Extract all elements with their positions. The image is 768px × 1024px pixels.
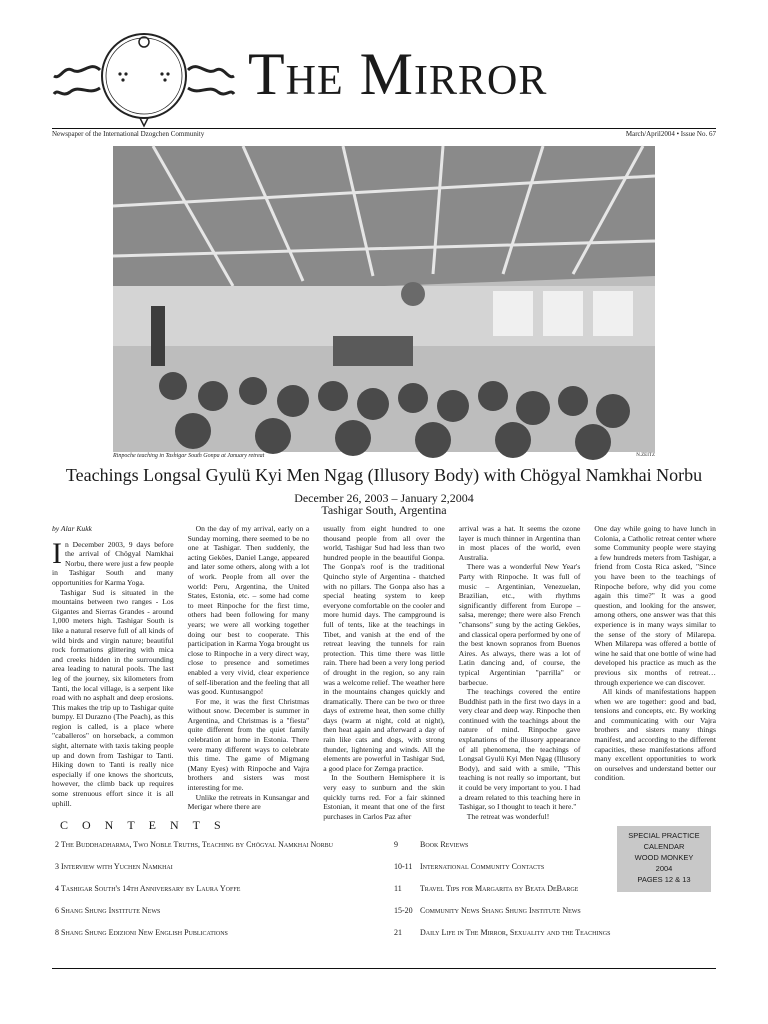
article-body xyxy=(52,524,716,821)
issue-info: March/April2004 • Issue No. 67 xyxy=(625,130,716,138)
drop-cap: I xyxy=(52,536,62,570)
gonpa-photo-icon xyxy=(113,146,655,452)
photo-credit: N.ZEITZ xyxy=(636,453,655,458)
masthead-rule xyxy=(52,128,716,129)
photo-caption: Rinpoche teaching in Tashigar South Gonpa at January retreat xyxy=(113,453,265,459)
toc-item[interactable]: 10-11 International Community Contacts xyxy=(394,862,545,871)
article-dateline xyxy=(0,492,768,516)
toc-item[interactable]: 8 Shang Shung Edizioni New English Publications xyxy=(55,928,228,937)
masthead xyxy=(52,30,716,130)
article-headline: Teachings Longsal Gyulü Kyi Men Ngag (Illusory Body) with Chögyal Namkhai Norbu xyxy=(65,465,703,485)
paragraph: In December 2003, 9 days before the arrival of Chögyal Namkhai Norbu, there were just a few people in Tashigar South and many opportunities for Karma Yoga. xyxy=(52,536,174,587)
masthead-title: The Mirror xyxy=(248,41,548,107)
toc-item[interactable]: 15-20 Community News Shang Shung Institute News xyxy=(394,906,581,915)
paragraph: The teachings covered the entire Buddhist path in the first two days in a very clear and deep way. Rinpoche then continued with the teachings about the nature of mind. Rinpoche gave explanations of the illusory appearance of all phenomena, the teachings of Longsal Gyulü Kyi Men Ngag (Illusory Body), and said with a smile, "This teaching is not really so important, but it could be very important to you. I had a dream related to this teaching here in Tashigar, so I thought to teach it here." xyxy=(458,687,581,812)
mirror-logo-icon xyxy=(52,30,236,128)
special-practice-box[interactable] xyxy=(617,826,711,892)
paragraph: There was a wonderful New Year's Party with Rinpoche. It was full of music – Argentinian, Venezuelan, Brazilian, etc., with rhythms significantly different from Europe – salsa, merenge; there were also French "chansons" sung by the acting Geköes, and classical opera performed by one of the best known sopranos from Buenos Aires. As always, there was a lot of Latin dancing and, of course, the typical Argentinian "parrilla" or barbecue. xyxy=(458,562,581,687)
paragraph: usually from eight hundred to one thousand people from all over the world, Tashigar Sud had less than two hundred people in the beautiful Gonpa. The Gonpa's roof is the traditional Quincho style of Argentina - thatched with no pillars. The Gonpa also has a special heating system to keep everyone comfortable on the cooler and more humid days. The campground is full of tents, like at the teachings in Tibet, and vanish at the end of the retreat leaving the tunnels for rain protection. This time there was little rain. There had been a very long period of drought in the region, so any rain was a welcome relief. The weather here in the mountains changes quickly and dramatically. There can be two or three days of extreme heat, then some chilly days (warm at night, cold at night), then heat again and afterward a day of rain like cats and dogs, with strong thunder, lightening and winds. All the elements are powerful in Tashigar Sud, a good place for Zernga practice. xyxy=(323,524,445,773)
paragraph: The retreat was wonderful! xyxy=(466,811,550,821)
column-1 xyxy=(52,524,174,816)
retreat-photo xyxy=(113,146,655,452)
article-dates: December 26, 2003 – January 2,2004 xyxy=(294,491,474,505)
footer-rule xyxy=(52,968,716,969)
toc-item[interactable]: 4 Tashigar South's 14th Anniversary by Laura Yoffe xyxy=(55,884,241,893)
paragraph: In the Southern Hemisphere it is very easy to sunburn and the skin quickly turns red. For a fair skinned Estonian, it meant that one of the first purchases in Carlos Paz after xyxy=(323,773,445,821)
paragraph: On the day of my arrival, early on a Sunday morning, there seemed to be no one at Tashigar. Then suddenly, the acting Geköes, Daniel Lange, appeared and later some others, along with a lot of work. People from all over the world: Peru, Argentina, the United States, Estonia, etc. – some had come to meet Rinpoche for the first time, others had been following for many years; we were all working together doing our best to cooperate. This participation in Karma Yoga brought us close to Rinpoche in a very direct way, close to presence and sometimes enabled a very vivid, clear experience of self-liberation and the feeling that all was good. Kuntusangpo! xyxy=(187,524,310,697)
special-line: 2004 xyxy=(655,864,673,873)
special-line: PAGES 12 & 13 xyxy=(637,875,691,884)
paragraph: One day while going to have lunch in Colonia, a Catholic retreat center where some Community people were staying a few hundreds meters from Tashigar, a friend from Costa Rica asked, "Since you have been to the teachings of Rinpoche before, why did you come again this time?" It was a good question, and looking for the answer, among others, one answer was that this experience is in many ways similar to the sense of the story of Milarepa. When Milarepa was offered a bottle of wine he said that one bottle of wine had developed his practice as much as the previous six months of retreat… through experience we can discover. xyxy=(594,524,716,687)
special-line: WOOD MONKEY xyxy=(634,853,694,862)
toc-item[interactable]: 3 Interview with Yuchen Namkhai xyxy=(55,862,173,871)
column-5 xyxy=(594,524,716,816)
toc-item[interactable]: 21 Daily Life in The Mirror, Sexuality and the Teachings xyxy=(394,928,611,937)
byline: by Alar Kukk xyxy=(52,524,92,533)
paragraph: Unlike the retreats in Kunsangar and Merigar where there are xyxy=(187,792,310,812)
toc-item[interactable]: 2 The Buddhadharma, Two Noble Truths, Teaching by Chögyal Namkhai Norbu xyxy=(55,840,333,849)
masthead-tagline: Newspaper of the International Dzogchen Community xyxy=(52,130,205,138)
column-2 xyxy=(188,524,310,816)
column-4 xyxy=(458,524,581,821)
toc-item[interactable]: 9 Book Reviews xyxy=(394,840,469,849)
toc-item[interactable]: 6 Shang Shung Institute News xyxy=(55,906,161,915)
paragraph: For me, it was the first Christmas without snow. December is summer in Argentina, and Christmas is a "fiesta" quite different from the quiet family celebration at home in Estonia. There were many different ways to celebrate this time. The game of Migmang (Many Eyes) with Rinpoche and Vajra brothers and sisters was most interesting for me. xyxy=(187,696,310,793)
paragraph: All kinds of manifestations happen when we are together: good and bad, tensions and concepts, etc. By working and communicating with our Vajra brothers and sisters many things manifest, and according to the different capacities, these manifestations afford many excellent opportunities to work on ourselves and understand better our condition. xyxy=(594,687,716,783)
paragraph: arrival was a hat. It seems the ozone layer is much thinner in Argentina than in most places of the world, even Australia. xyxy=(458,524,581,562)
contents-title: CONTENTS xyxy=(60,818,235,832)
special-line: CALENDAR xyxy=(643,842,685,851)
article-location: Tashigar South, Argentina xyxy=(321,503,447,517)
special-line: SPECIAL PRACTICE xyxy=(628,831,700,840)
toc-item[interactable]: 11 Travel Tips for Margarita by Beata DeBarge xyxy=(394,884,579,893)
paragraph: Tashigar Sud is situated in the mountains between two ranges - Los Gigantes and Sierras Grandes - around 1,000 meters high. Tashigar South is like a natural reserve full of all kinds of wild birds and virgin nature; beautiful rock formations glittering with mica and creeks hidden in the surrounding area leading to natural pools. The last leg of the journey, six kilometers from Tanti, the local village, is a serpent like road with no asphalt and deep erosions. This makes the trip up to Tashigar quite bumpy. El Durazno (The Peach), as this region is called, is a place where "caballeros" on horseback, a common sight, alternate with taxis taking people up and down from Tashigar to Tanti. Hiking down to Tanti is really nice especially if one knows the shortcuts, however, the climb back up requires some strenuous effort since it is all uphill. xyxy=(52,587,174,808)
column-3 xyxy=(323,524,445,821)
